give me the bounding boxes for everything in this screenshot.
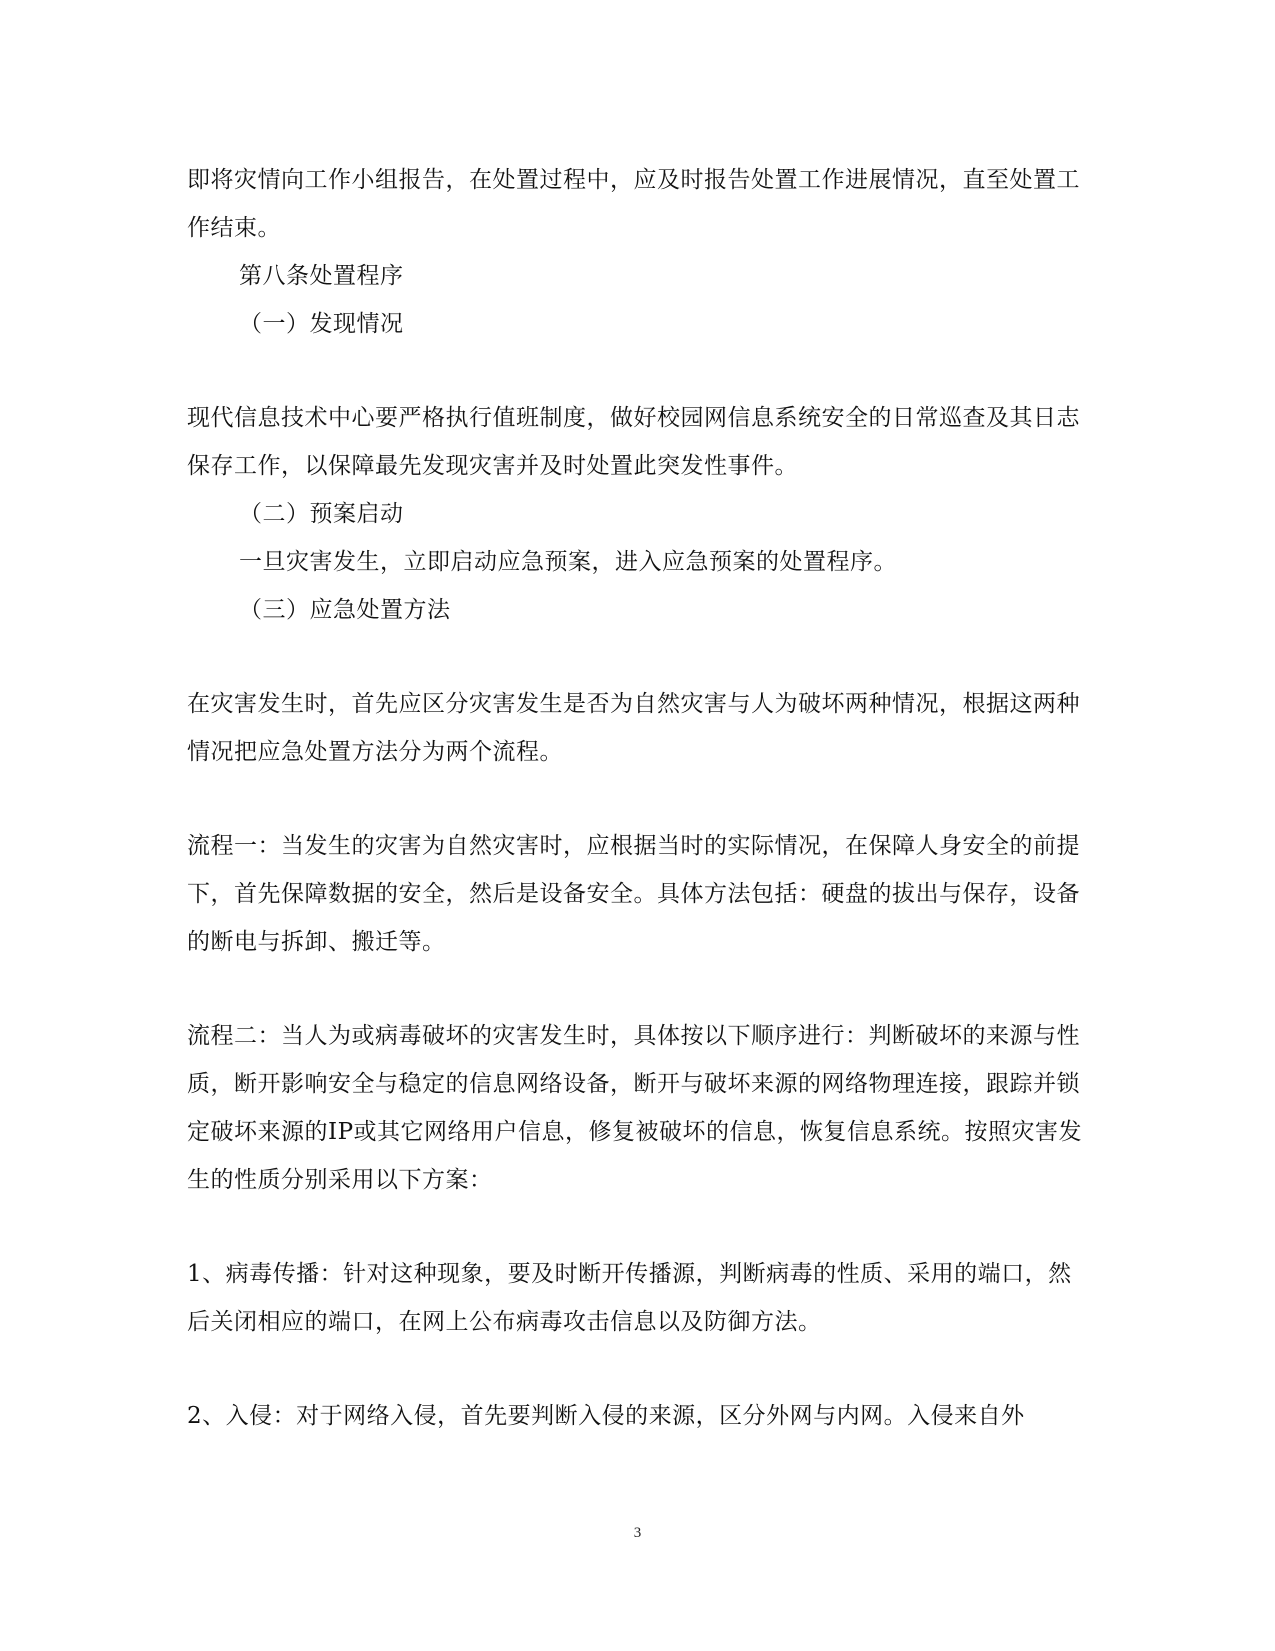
page-number: 3 bbox=[633, 1525, 642, 1541]
heading-article-eight: 第八条处置程序 bbox=[239, 263, 404, 289]
paragraph-report-disaster: 即将灾情向工作小组报告，在处置过程中，应及时报告处置工作进展情况，直至处置工作结束。 bbox=[187, 167, 1080, 241]
heading-discovery: （一）发现情况 bbox=[239, 311, 404, 337]
paragraph-intrusion: 2、入侵：对于网络入侵，首先要判断入侵的来源，区分外网与内网。入侵来自外 bbox=[187, 1403, 1025, 1429]
paragraph-activate-plan: 一旦灾害发生，立即启动应急预案，进入应急预案的处置程序。 bbox=[239, 549, 897, 575]
heading-plan-activation: （二）预案启动 bbox=[239, 501, 404, 527]
paragraph-duty-system: 现代信息技术中心要严格执行值班制度，做好校园网信息系统安全的日常巡查及其日志保存工作，以保障最先发现灾害并及时处置此突发性事件。 bbox=[187, 405, 1080, 479]
heading-emergency-methods: （三）应急处置方法 bbox=[239, 597, 451, 623]
paragraph-process-two: 流程二：当人为或病毒破坏的灾害发生时，具体按以下顺序进行：判断破坏的来源与性质，断开影响安全与稳定的信息网络设备，断开与破坏来源的网络物理连接，跟踪并锁定破坏来源的IP或其它网络用户信息，修复被破坏的信息，恢复信息系统。按照灾害发生的性质分别采用以下方案： bbox=[187, 1023, 1083, 1193]
paragraph-process-one: 流程一：当发生的灾害为自然灾害时，应根据当时的实际情况，在保障人身安全的前提下，首先保障数据的安全，然后是设备安全。具体方法包括：硬盘的拔出与保存，设备的断电与拆卸、搬迁等。 bbox=[187, 833, 1080, 955]
document-body bbox=[187, 156, 1092, 1440]
paragraph-virus-spread: 1、病毒传播：针对这种现象，要及时断开传播源，判断病毒的性质、采用的端口，然后关闭相应的端口，在网上公布病毒攻击信息以及防御方法。 bbox=[187, 1261, 1072, 1335]
paragraph-two-processes: 在灾害发生时，首先应区分灾害发生是否为自然灾害与人为破坏两种情况，根据这两种情况把应急处置方法分为两个流程。 bbox=[187, 691, 1080, 765]
